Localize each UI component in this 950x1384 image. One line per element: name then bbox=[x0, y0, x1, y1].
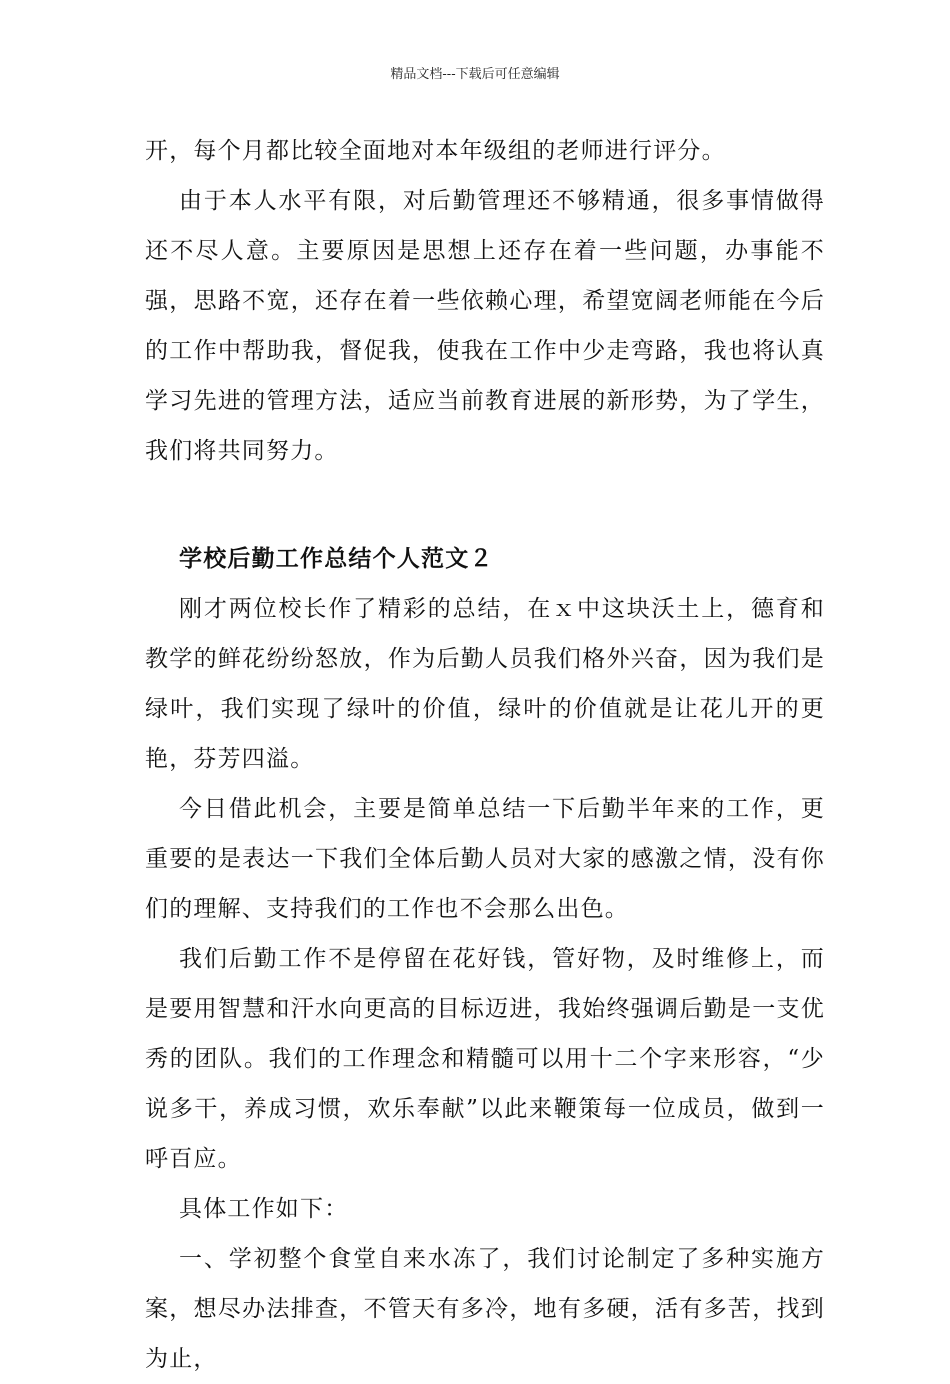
paragraph: 刚才两位校长作了精彩的总结，在ｘ中这块沃土上，德育和教学的鲜花纷纷怒放，作为后勤人员我们格外兴奋，因为我们是绿叶，我们实现了绿叶的价值，绿叶的价值就是让花儿开的更艳，芬芳四溢。 bbox=[145, 596, 825, 772]
paragraph: 由于本人水平有限，对后勤管理还不够精通，很多事情做得还不尽人意。主要原因是思想上还存在着一些问题，办事能不强，思路不宽，还存在着一些依赖心理，希望宽阔老师能在今后的工作中帮助我，督促我，使我在工作中少走弯路，我也将认真学习先进的管理方法，适应当前教育进展的新形势，为了学生，我们将共同努力。 bbox=[145, 188, 825, 464]
paragraph: 我们后勤工作不是停留在花好钱，管好物，及时维修上，而是要用智慧和汗水向更高的目标迈进，我始终强调后勤是一支优秀的团队。我们的工作理念和精髓可以用十二个字来形容，“少说多干，养成习惯，欢乐奉献”以此来鞭策每一位成员，做到一呼百应。 bbox=[145, 946, 825, 1172]
document-body bbox=[145, 126, 825, 1384]
section-title: 学校后勤工作总结个人范文２ bbox=[179, 545, 494, 572]
paragraph: 具体工作如下： bbox=[179, 1196, 349, 1222]
page-header: 精品文档---下载后可任意编辑 bbox=[390, 67, 560, 82]
paragraph: 今日借此机会，主要是简单总结一下后勤半年来的工作，更重要的是表达一下我们全体后勤人员对大家的感激之情，没有你们的理解、支持我们的工作也不会那么出色。 bbox=[145, 796, 825, 922]
paragraph: 一、学初整个食堂自来水冻了，我们讨论制定了多种实施方案，想尽办法排查，不管天有多冷，地有多硬，活有多苦，找到为止， bbox=[145, 1246, 825, 1372]
paragraph: 开，每个月都比较全面地对本年级组的老师进行评分。 bbox=[145, 138, 726, 164]
